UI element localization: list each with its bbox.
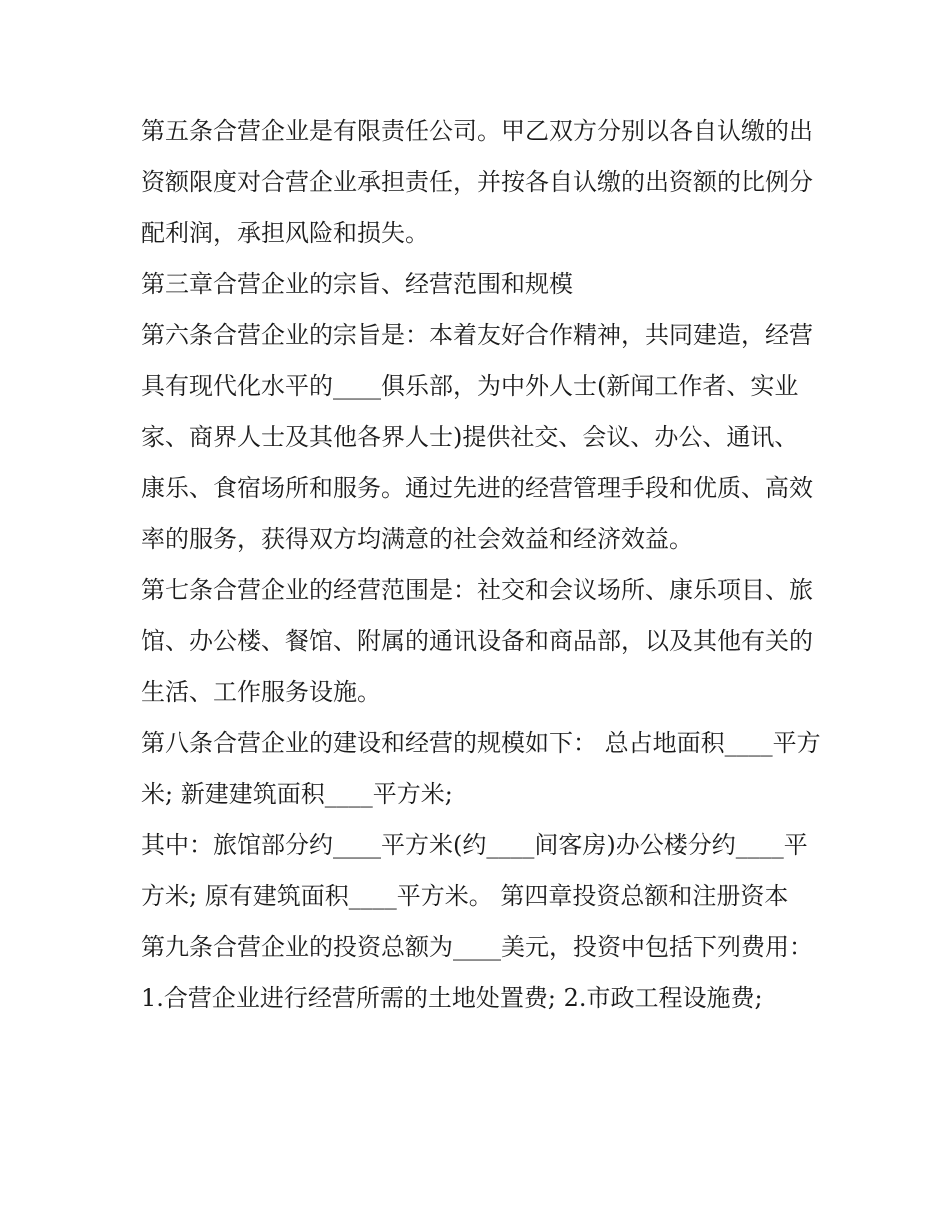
article-5-paragraph: 第五条合营企业是有限责任公司。甲乙双方分别以各自认缴的出资额限度对合营企业承担责任，并按各自认缴的出资额的比例分配利润，承担风险和损失。 — [141, 117, 813, 247]
article-6-paragraph: 第六条合营企业的宗旨是：本着友好合作精神，共同建造，经营具有现代化水平的____俱乐部，为中外人士(新闻工作者、实业家、商界人士及其他各界人士)提供社交、会议、办公、通讯、康乐、食宿场所和服务。通过先进的经营管理手段和优质、高效率的服务，获得双方均满意的社会效益和经济效益。 — [141, 321, 813, 553]
article-8-detail-paragraph: 其中：旅馆部分约____平方米(约____间客房)办公楼分约____平方米; 原有建筑面积____平方米。 第四章投资总额和注册资本 — [141, 831, 808, 910]
chapter-3-heading: 第三章合营企业的宗旨、经营范围和规模 — [141, 270, 573, 298]
document-body — [141, 106, 821, 1024]
article-9-paragraph: 第九条合营企业的投资总额为____美元，投资中包括下列费用： 1.合营企业进行经营所需的土地处置费; 2.市政工程设施费; — [141, 933, 821, 1012]
article-7-paragraph: 第七条合营企业的经营范围是：社交和会议场所、康乐项目、旅馆、办公楼、餐馆、附属的通讯设备和商品部，以及其他有关的生活、工作服务设施。 — [141, 576, 813, 706]
article-8-paragraph: 第八条合营企业的建设和经营的规模如下： 总占地面积____平方米; 新建建筑面积____平方米; — [141, 729, 821, 808]
